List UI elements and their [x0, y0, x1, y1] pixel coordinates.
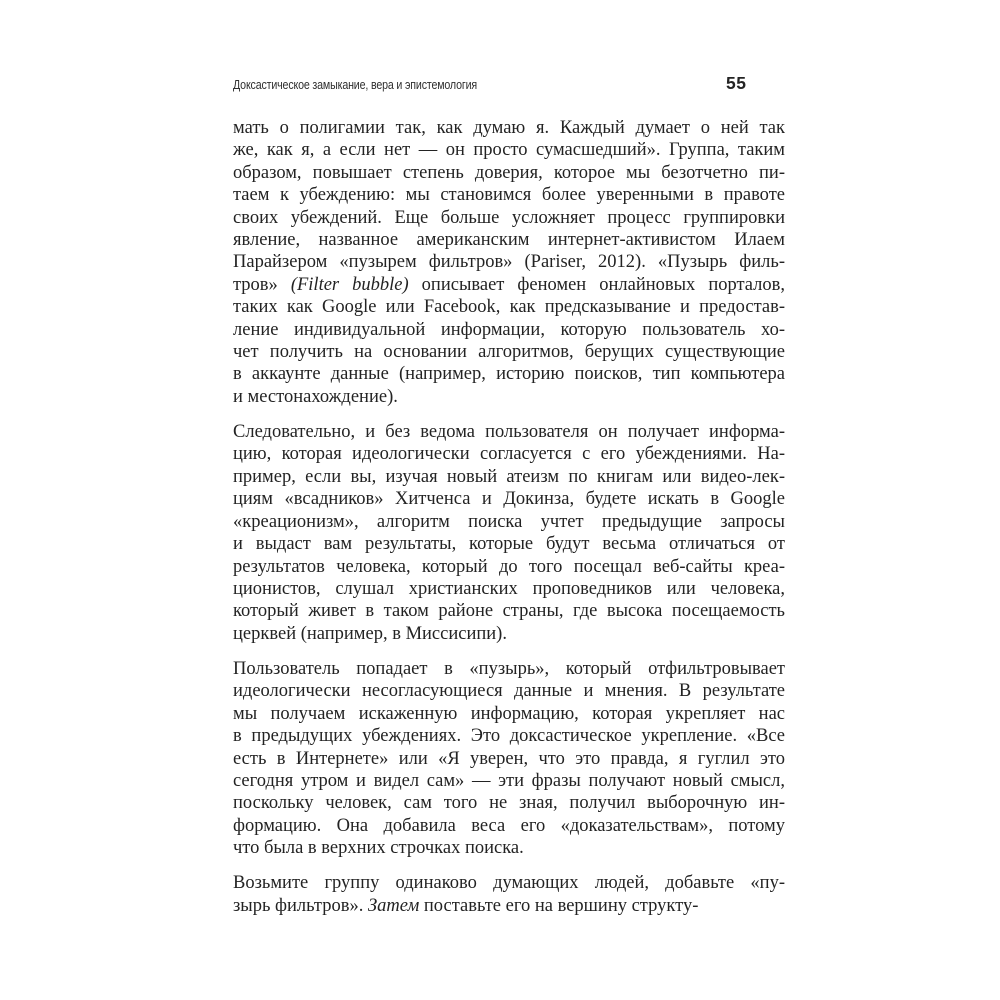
- text-line: результатов человека, который до того посещал веб-сайты креа-: [233, 556, 785, 577]
- text-line: сегодня утром и видел сам» — эти фразы получают новый смысл,: [233, 770, 785, 791]
- text-line: мать о полигамии так, как думаю я. Каждый думает о ней так: [233, 118, 785, 138]
- text-line: формацию. Она добавила веса его «доказательствам», потому: [233, 815, 785, 836]
- text-line: в аккаунте данные (например, историю поисков, тип компьютера: [233, 364, 785, 385]
- text-line: таких как Google или Facebook, как предсказывание и предостав-: [233, 297, 785, 318]
- running-header: [233, 73, 785, 93]
- text-line: ление индивидуальной информации, которую пользователь хо-: [233, 319, 785, 340]
- text-line: Следовательно, и без ведома пользователя он получает информа-: [233, 422, 785, 443]
- text-line: образом, повышает степень доверия, которое мы безотчетно пи-: [233, 162, 785, 183]
- text-line: Парайзером «пузырем фильтров» (Pariser, 2012). «Пузырь филь-: [233, 252, 785, 273]
- text-line: явление, названное американским интернет-активистом Илаем: [233, 230, 785, 251]
- text-line: цию, которая идеологически согласуется с его убеждениями. На-: [233, 444, 785, 465]
- paragraph: [233, 658, 785, 860]
- page-body: [233, 117, 785, 930]
- text-line: и местонахождение).: [233, 386, 398, 407]
- text-line: и выдаст вам результаты, которые будут весьма отличаться от: [233, 534, 785, 555]
- text-line: таем к убеждению: мы становимся более уверенными в правоте: [233, 185, 785, 206]
- text-line: поскольку человек, сам того не зная, получил выборочную ин-: [233, 793, 785, 814]
- text-line: ционистов, слушал христианских проповедников или человека,: [233, 578, 785, 599]
- text-line: идеологически несогласующиеся данные и мнения. В результате: [233, 681, 785, 702]
- text-line: циям «всадников» Хитченса и Докинза, будете искать в Google: [233, 489, 785, 510]
- page-number: 55: [726, 73, 747, 93]
- text-line: мы получаем искаженную информацию, которая укрепляет нас: [233, 703, 785, 724]
- text-line: есть в Интернете» или «Я уверен, что это правда, я гуглил это: [233, 748, 785, 769]
- paragraph: [233, 872, 785, 917]
- text-line: зырь фильтров». Затем поставьте его на вершину структу-: [233, 895, 699, 916]
- text-line: что была в верхних строчках поиска.: [233, 838, 524, 859]
- text-line: «креационизм», алгоритм поиска учтет предыдущие запросы: [233, 511, 785, 532]
- text-line: чет получить на основании алгоритмов, берущих существующие: [233, 342, 785, 363]
- running-header-title: Доксастическое замыкание, вера и эпистемология: [233, 77, 477, 92]
- text-line: Пользователь попадает в «пузырь», который отфильтровывает: [233, 658, 785, 679]
- text-line: церквей (например, в Миссисипи).: [233, 623, 507, 644]
- text-line: Возьмите группу одинаково думающих людей, добавьте «пу-: [233, 873, 785, 894]
- paragraph: [233, 421, 785, 645]
- text-line: же, как я, а если нет — он просто сумасшедший». Группа, таким: [233, 140, 785, 161]
- text-line: в предыдущих убеждениях. Это доксастическое укрепление. «Все: [233, 726, 785, 747]
- text-line: тров» (Filter bubble) описывает феномен онлайновых порталов,: [233, 274, 785, 295]
- text-line: своих убеждений. Еще больше усложняет процесс группировки: [233, 207, 785, 228]
- paragraph: [233, 117, 785, 408]
- text-line: который живет в таком районе страны, где высока посещаемость: [233, 601, 785, 622]
- text-line: пример, если вы, изучая новый атеизм по книгам или видео-лек-: [233, 466, 785, 487]
